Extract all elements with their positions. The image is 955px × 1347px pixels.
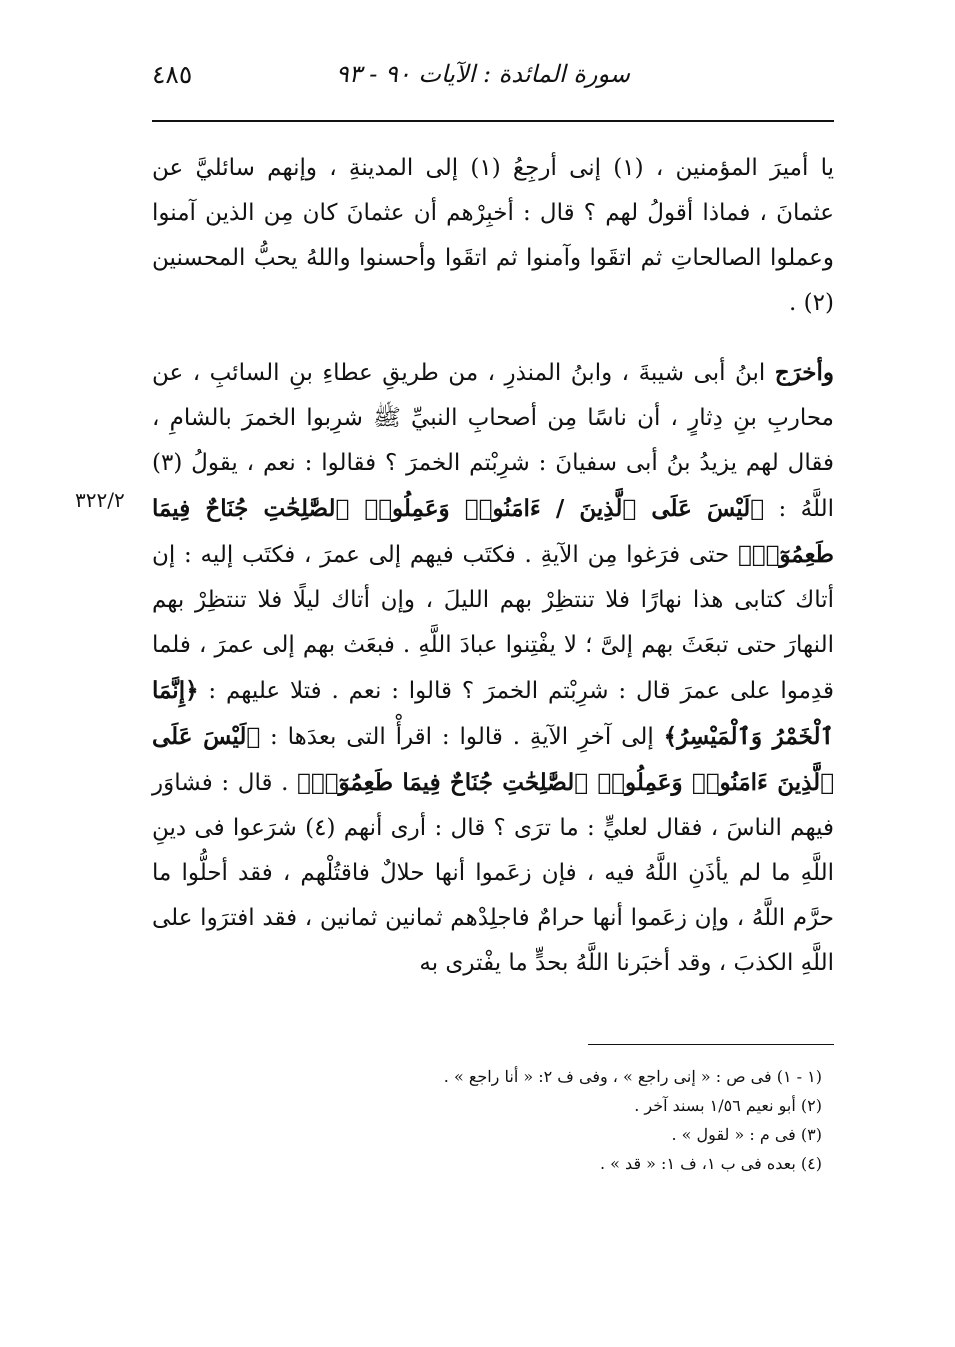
footnotes — [300, 1062, 822, 1178]
running-title: سورة المائدة : الآيات ٩٠ - ٩٣ — [335, 60, 630, 88]
quran-quote-1: ﴿لَيْسَ عَلَى ٱلَّذِينَ / ءَامَنُوا۟ وَعَمِلُوا۟ ٱلصَّٰلِحَٰتِ جُنَاحٌ فِيمَا طَعِمُوٓا۟﴾ — [152, 495, 834, 568]
footnote-rule — [588, 1044, 834, 1045]
quran-quote-3: ﴿لَيْسَ عَلَى ٱلَّذِينَ ءَامَنُوا۟ وَعَمِلُوا۟ ٱلصَّٰلِحَٰتِ جُنَاحٌ فِيمَا طَعِمُوٓا۟﴾ — [152, 723, 834, 796]
paragraph-1: يا أميرَ المؤمنين ، (١) إنى أرجِعُ (١) إلى المدينةِ ، وإنهم سائليَّ عن عثمانَ ، فماذا أقولُ لهم ؟ قال : أخبِرْهم أن عثمانَ كان مِن الذين آمنوا وعملوا الصالحاتِ ثم اتقَوا وآمنوا ثم اتقَوا وأحسنوا واللهُ يحبُّ المحسنين (٢) . — [152, 155, 834, 316]
margin-volume-page-note: ٣٢٢/٢ — [75, 488, 125, 512]
quran-quote-2: ﴿إِنَّمَا ٱلْخَمْرُ وَٱلْمَيْسِرُ﴾ — [152, 677, 834, 750]
body-text — [152, 146, 834, 986]
paragraph-2-text-a: ابنُ أبى شيبةَ ، وابنُ المنذرِ ، من طريقِ عطاءِ بنِ السائبِ ، عن محاربِ بنِ دِثارٍ ، أن ناسًا مِن أصحابِ النبيِّ ﷺ شرِبوا الخمرَ بالشامِ ، فقال لهم يزيدُ بنُ أبى سفيانَ : شرِبْتم الخمرَ ؟ فقالوا : نعم ، يقولُ (٣) اللَّهُ : — [152, 360, 834, 522]
paragraph-2-text-b: حتى فرَغوا مِن الآيةِ . فكتَب فيهم إلى عمرَ ، فكتَب إليه : إن أتاك كتابى هذا نهارًا فلا تنتظِرْ بهم الليلَ ، وإن أتاك ليلًا فلا تنتظِرْ بهم النهارَ حتى تبعَثَ بهم إلىَّ ؛ لا يفْتِنوا عبادَ اللَّهِ . فبعَث بهم إلى عمرَ ، فلما قدِموا على عمرَ قال : شرِبْتم الخمرَ ؟ قالوا : نعم . فتلا عليهم : — [152, 542, 834, 704]
paragraph-2-text-d: . قال : فشاوَر فيهم الناسَ ، فقال لعليٍّ : ما ترَى ؟ قال : أرى أنهم (٤) شرَعوا فى دينِ اللَّهِ ما لم يأذَنِ اللَّهُ فيه ، فإن زعَموا أنها حلالٌ فاقتُلْهم ، فقد أحلُّوا ما حرَّم اللَّهُ ، وإن زعَموا أنها حرامٌ فاجلِدْهم ثمانين ثمانين ، فقد افترَوا على اللَّهِ الكذبَ ، وقد أخبَرنا اللَّهُ بحدٍّ ما يفْترى به — [152, 770, 835, 976]
header-rule — [152, 120, 834, 122]
footnote-2: (٢) أبو نعيم ١/٥٦ بسند آخر . — [634, 1096, 822, 1115]
paragraph-2-opening-word: وأخرَج — [774, 359, 834, 386]
footnote-3: (٣) فى م : « لقول » . — [671, 1125, 822, 1144]
paragraph-2 — [152, 350, 834, 986]
paragraph-2-text-c: إلى آخرِ الآيةِ . قالوا : اقرأْ التى بعدَها : — [260, 724, 664, 750]
footnote-4: (٤) بعده فى ب ١، ف ١: « قد » . — [600, 1154, 822, 1173]
footnote-1: (١ - ١) فى ص : « إنى راجع » ، وفى ف ٢: « أنا راجع » . — [443, 1067, 822, 1086]
page-number: ٤٨٥ — [152, 60, 193, 89]
